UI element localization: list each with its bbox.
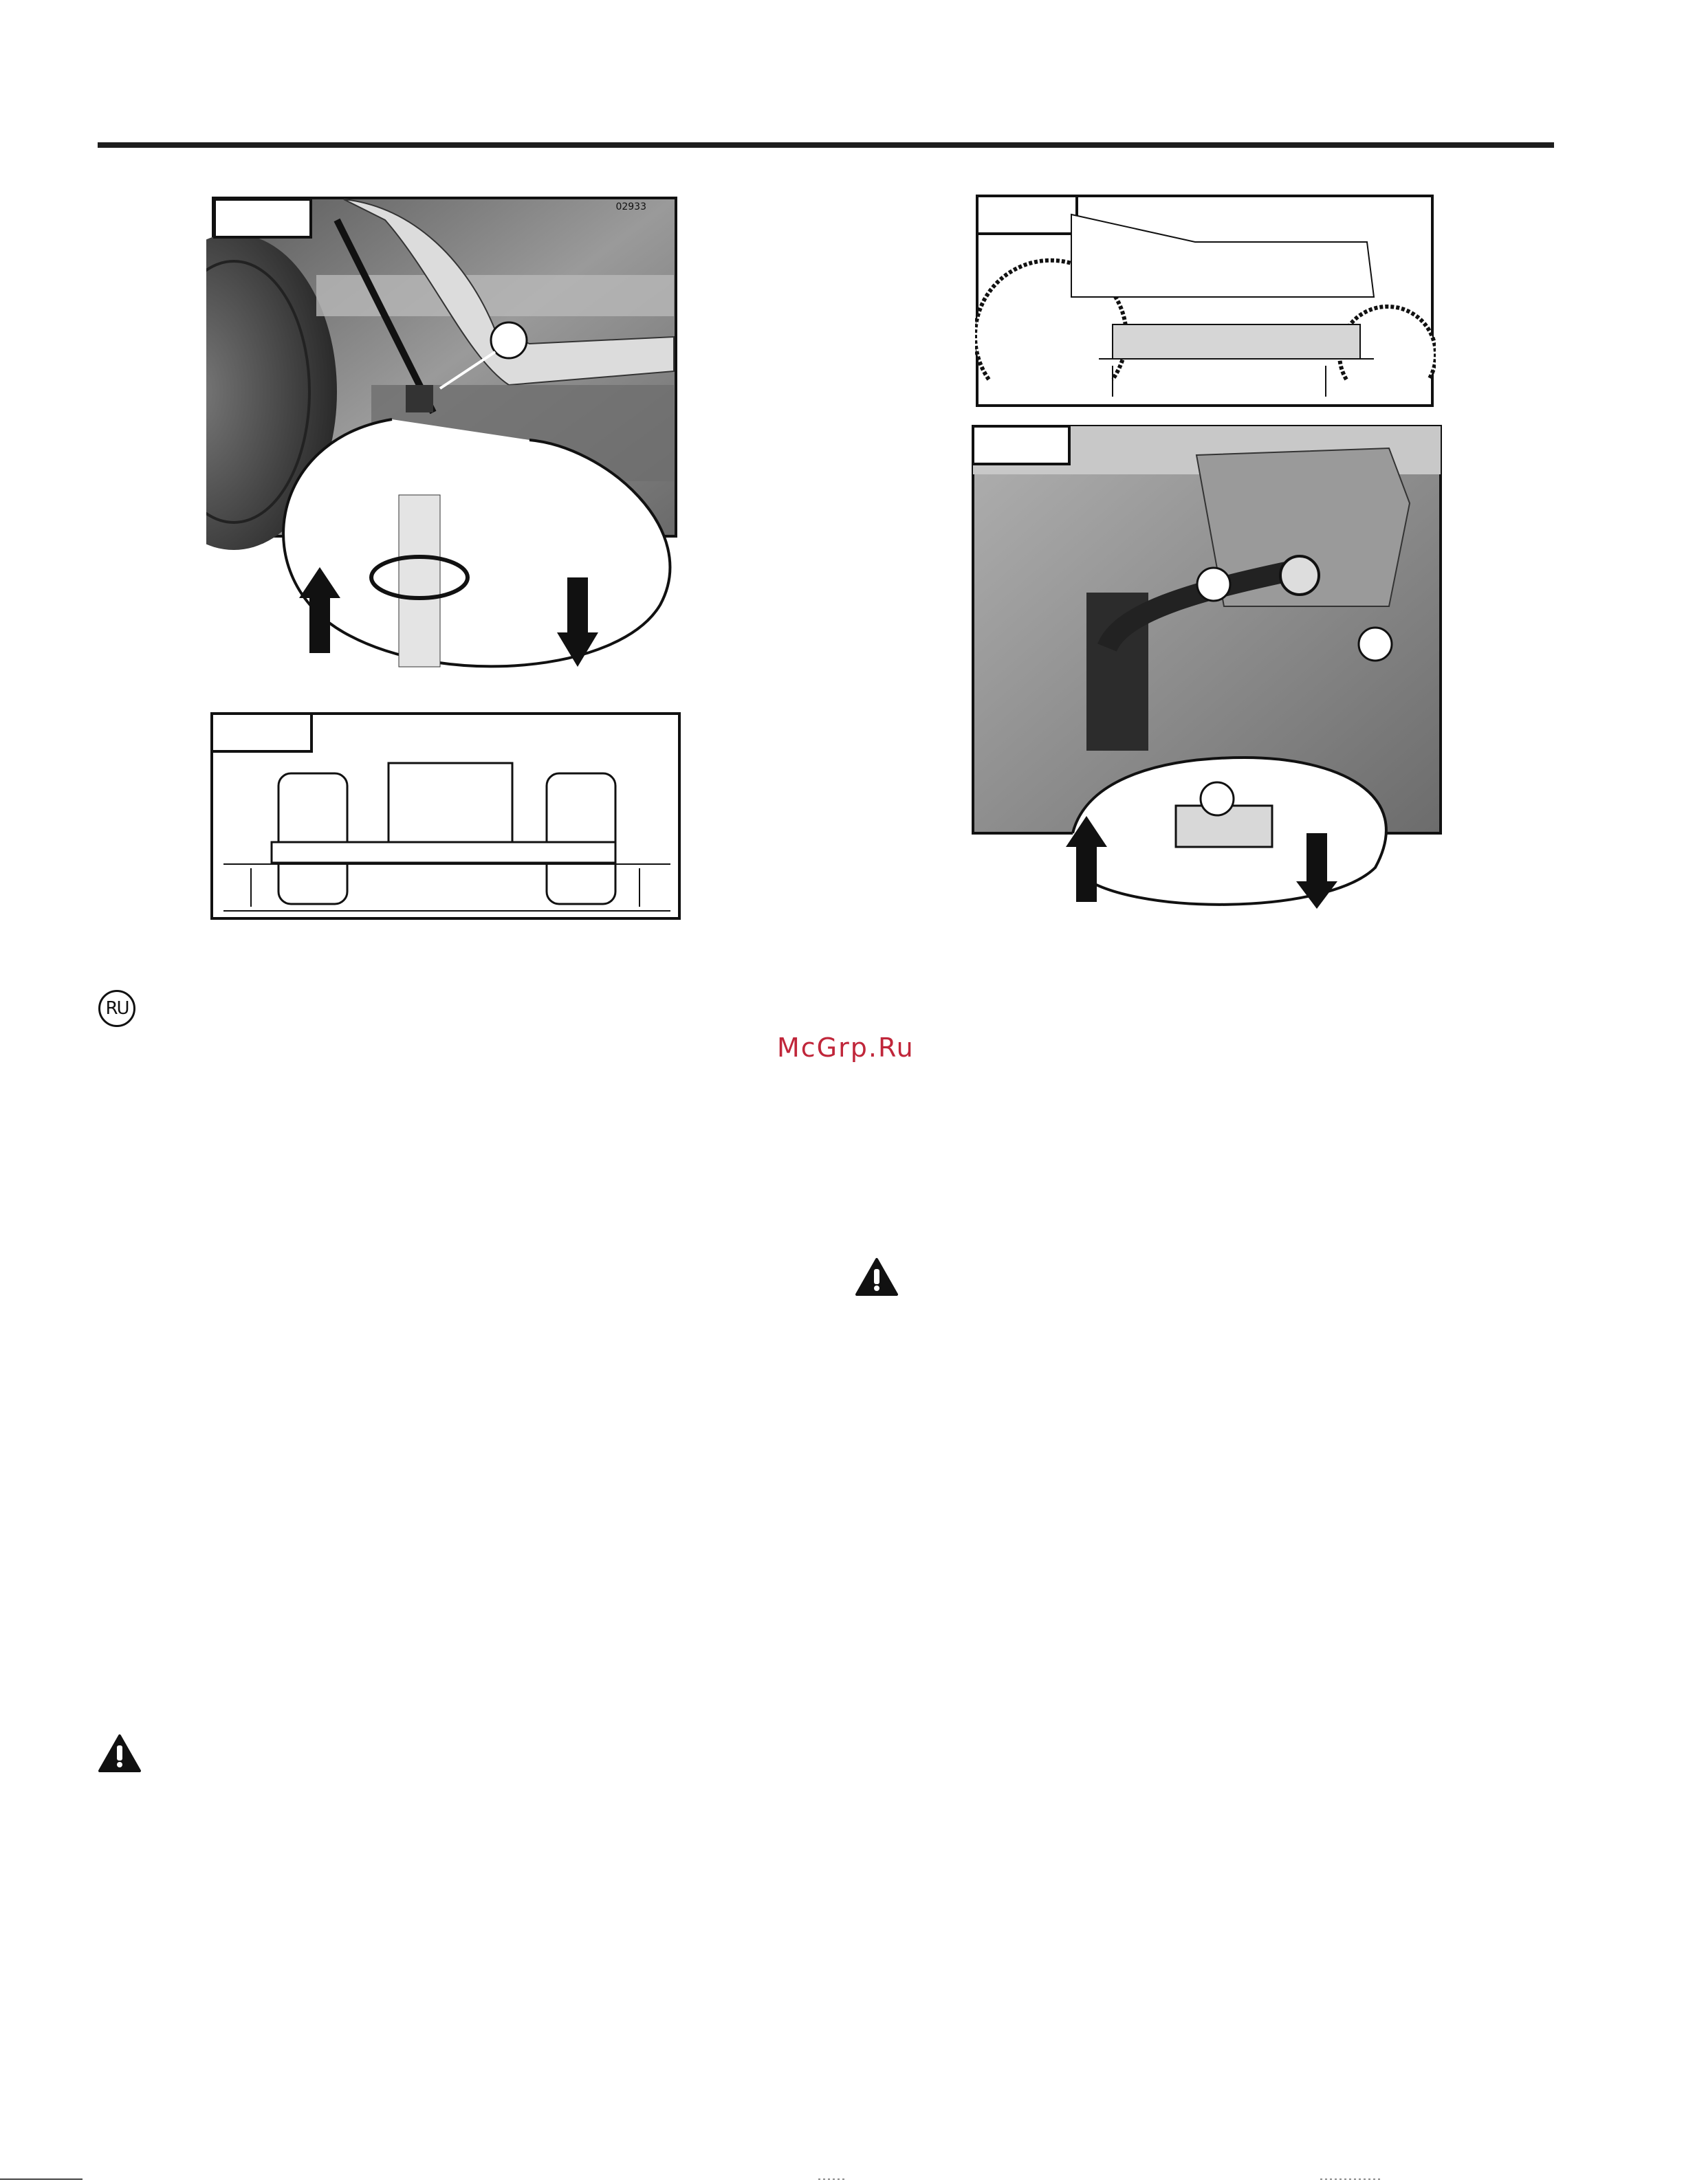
watermark: McGrp.Ru bbox=[777, 1033, 915, 1063]
figure-code: 02933 bbox=[615, 201, 646, 212]
header-rule bbox=[98, 142, 1554, 148]
footer-scan-marks bbox=[0, 2171, 1684, 2175]
figure-deck-level-front bbox=[210, 712, 684, 921]
warning-triangle-icon bbox=[98, 1734, 142, 1774]
figure-deck-level-side bbox=[975, 194, 1436, 410]
figure-tie-rod-adjustment bbox=[206, 192, 688, 674]
figure-deck-bracket-adjustment bbox=[970, 421, 1444, 916]
language-badge: RU bbox=[98, 990, 135, 1027]
warning-triangle-icon bbox=[855, 1257, 899, 1297]
